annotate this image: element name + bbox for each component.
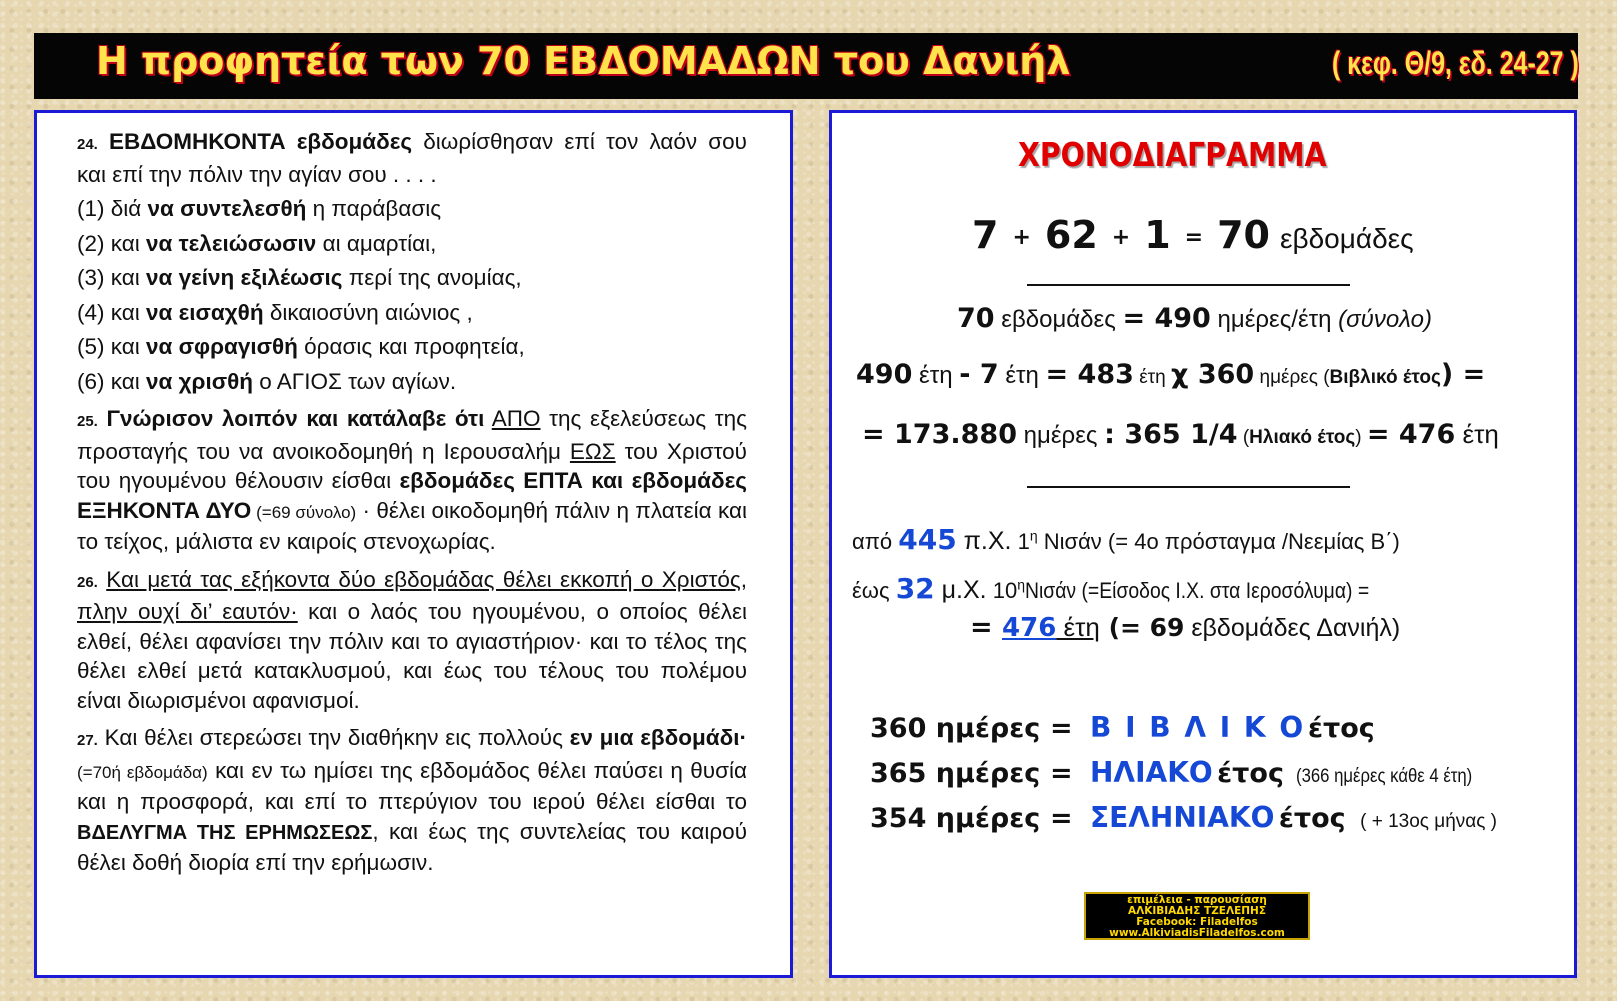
total-days-line: 70 εβδομάδες = 490 ημέρες/έτη (σύνολο) [957, 303, 1432, 334]
biblical-year-calc: 490 έτη - 7 έτη = 483 έτη χ 360 ημέρες (Βιβλικό έτος) = [856, 359, 1486, 390]
divider [1027, 486, 1350, 488]
verse-24-item: (3) και να γείνη εξιλέωσις περί της ανομίας, [77, 265, 522, 290]
year-type-row: 360 ημέρες = Β Ι Β Λ Ι Κ Ο έτος [870, 711, 1375, 744]
verse-24-item: (5) και να σφραγισθή όρασις και προφητεία, [77, 334, 525, 359]
weeks-equation: 7 + 62 + 1 = 70 εβδομάδες [972, 213, 1414, 257]
chapter-reference: ( κεφ. Θ/9, εδ. 24-27 ) [1332, 45, 1579, 81]
year-type-row: 365 ημέρες = ΗΛΙΑΚΟ έτος (366 ημέρες κάθε 4 έτη) [870, 756, 1473, 789]
verse-24: 24. ΕΒΔΟΜΗΚΟΝΤΑ εβδομάδες διωρίσθησαν επί τον λαόν σου και επί την πόλιν την αγίαν σου . . . . [77, 129, 747, 187]
timeline-panel [829, 110, 1577, 978]
verse-27: 27. Και θέλει στερεώσει την διαθήκην εις πολλούς εν μια εβδομάδι· (=70ή εβδομάδα) και εν τω ημίσει της εβδομάδος θέλει παύσει η θυσία και η προσφορά, και επί το πτερύγιον του ιερού θέλει είσθαι το ΒΔΕΛΥΓΜΑ ΤΗΣ ΕΡΗΜΩΣΕΩΣ, και έως της συντελείας του καιρού θέλει δοθή διορία επί την ερήμωσιν. [77, 725, 748, 875]
end-date-line: έως 32 μ.Χ. $10^\eta N\iota\sigma ά\nu$ (=Είσοδος Ι.Χ. στα Ιεροσόλυμα) = [852, 572, 1370, 605]
start-date-line: από 445 π.Χ. $1^\eta$ Νισάν (= 4ο πρόσταγμα /Νεεμίας Β΄) [852, 523, 1400, 556]
page-title: Η προφητεία των 70 ΕΒΔΟΜΑΔΩΝ του Δανιήλ [96, 39, 1071, 83]
timeline-heading: ΧΡΟΝΟΔΙΑΓΡΑΜΜΑ [1018, 135, 1327, 174]
scripture-panel [34, 110, 793, 978]
credit-badge: επιμέλεια - παρουσίαση ΑΛΚΙΒΙΑΔΗΣ ΤΖΕΛΕΠΗΣ Facebook: Filadelfos www.AlkiviadisFiladelfos.com [1084, 892, 1310, 940]
divider [1027, 284, 1350, 286]
verse-25: 25. Γνώρισον λοιπόν και κατάλαβε ότι ΑΠΟ της εξελεύσεως της προσταγής του να ανοικοδομηθή η Ιερουσαλήμ ΕΩΣ του Χριστού του ηγουμένου θέλουσιν είσθαι εβδομάδες ΕΠΤΑ και εβδομάδες ΕΞΗΚΟΝΤΑ ΔΥΟ (=69 σύνολο) · θέλει οικοδομηθή πάλιν η πλατεία και το τείχος, μάλιστα εν καιροίς στενοχωρίας. [77, 406, 747, 554]
result-line: = 476 έτη (= 69 εβδομάδες Δανιήλ) [970, 612, 1401, 643]
verse-24-item: (6) και να χρισθή ο ΑΓΙΟΣ των αγίων. [77, 368, 457, 394]
verse-24-item: (4) και να εισαχθή δικαιοσύνη αιώνιος , [77, 299, 473, 325]
solar-year-calc: = 173.880 ημέρες : 365 1/4 (Ηλιακό έτος) = 476 έτη [862, 419, 1499, 450]
verse-24-item: (1) διά να συντελεσθή η παράβασις [77, 196, 442, 221]
year-type-row: 354 ημέρες = ΣΕΛΗΝΙΑΚΟ έτος ( + 13ος μήνας ) [870, 801, 1498, 834]
title-bar [34, 33, 1578, 99]
verse-24-item: (2) και να τελειώσωσιν αι αμαρτίαι, [77, 230, 437, 256]
year-types [870, 708, 1497, 843]
verse-26: 26. Και μετά τας εξήκοντα δύο εβδομάδας θέλει εκκοπή ο Χριστός, πλην ουχί δι’ εαυτόν· και ο λαός του ηγουμένου, ο οποίος θέλει ελθεί, θέλει αφανίσει την πόλιν και το αγιαστήριον· και το τέλος της θέλει ελθεί μετά κατακλυσμού, και έως του τέλους του πολέμου είναι διωρισμένοι αφανισμοί. [77, 566, 747, 713]
scripture-text [77, 127, 747, 878]
